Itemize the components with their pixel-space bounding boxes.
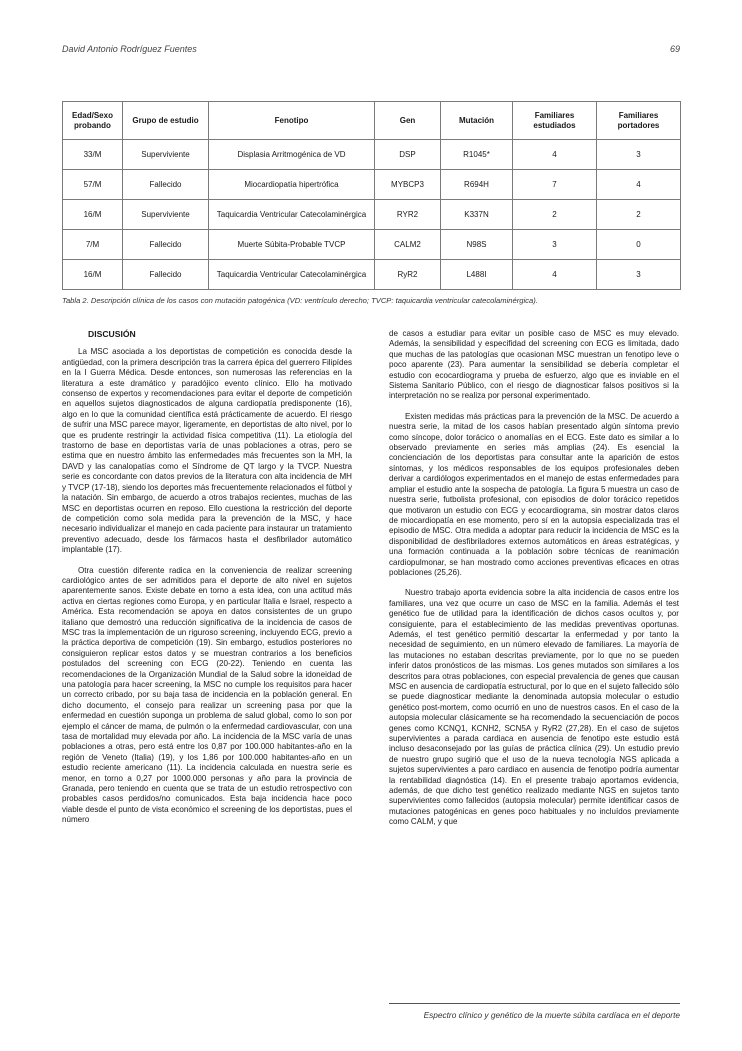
table-cell: 4 — [513, 140, 597, 170]
table-cell: DSP — [375, 140, 441, 170]
table-header-cell: Gen — [375, 102, 441, 140]
table-cell: Fallecido — [123, 230, 209, 260]
table-cell: 3 — [513, 230, 597, 260]
table-cell: 7 — [513, 170, 597, 200]
paragraph: Otra cuestión diferente radica en la conveniencia de realizar screening cardiológico antes de ser admitidos para el deporte de alto nivel en sujetos aparentemente sanos. Existe debate en torno a esta idea, con una actitud más activa en ciertas regiones como Europa, y en particular Italia e Israel, respecto a América. Esta recomendación se apoya en datos consistentes de un grupo italiano que demostró una reducción significativa de la incidencia de casos de MSC tras la implementación de un riguroso screening, incluyendo ECG, previo a la práctica deportiva de competición (19). Sin embargo, estudios posteriores no consiguieron replicar estos datos y se muestran contrarios a los beneficios postulados del screening con ECG (20-22). Teniendo en cuenta las recomendaciones de la Organización Mundial de la Salud sobre la idoneidad de una patología para hacer screening, la MSC no cumple los requisitos para hacer un correcto cribado, por su baja tasa de incidencia en la población general. En dicho documento, el consejo para realizar un screening pasa por que la enfermedad en cuestión suponga un problema de salud global, como lo son por ejemplo el cáncer de mama, de pulmón o la enfermedad cardiovascular, con una tasa de mortalidad muy elevada por año. La incidencia de la MSC varía de unas poblaciones a otras, pero está entre los 0,87 por 100.000 habitantes-año en la región de Veneto (Italia) (19), y los 1,86 por 100.000 habitantes-año en un estudio reciente americano (11). La incidencia calculada en nuestra serie es menor, en torno a 0,27 por 1000.000 personas y año para la provincia de Granada, pero teniendo en cuenta que se trata de un estudio retrospectivo con probables casos perdidos/no comunicados. Esta baja incidencia hace poco viable desde el punto de vista económico el screening de los deportistas, pues el número — [62, 565, 352, 825]
footer-rule — [389, 1003, 680, 1004]
table-cell: Taquicardia Ventricular Catecolaminérgica — [209, 200, 375, 230]
table-header-row — [63, 102, 681, 140]
table-row — [63, 260, 681, 290]
table-cell: Superviviente — [123, 140, 209, 170]
table-header-cell: Familiares portadores — [597, 102, 681, 140]
paragraph: de casos a estudiar para evitar un posible caso de MSC es muy elevado. Además, la sensibilidad y especifidad del screening con ECG es limitada, dado que muchas de las patologías que ocasionan MSC muestran un fenotipo leve o poco aparente (23). Para aumentar la sensibilidad se debería completar el estudio con ecocardiograma y prueba de esfuerzo, algo que es inviable en el Sistema Sanitario Público, con el riesgo de diagnosticar falsos positivos si la interpretación no se realiza por personal experimentado. — [389, 329, 679, 401]
table-cell: 4 — [597, 170, 681, 200]
table-cell: K337N — [441, 200, 513, 230]
table-cell: RYR2 — [375, 200, 441, 230]
table-header-cell: Fenotipo — [209, 102, 375, 140]
table-cell: 3 — [597, 260, 681, 290]
running-header — [62, 44, 680, 58]
paragraph: Existen medidas más prácticas para la prevención de la MSC. De acuerdo a nuestra serie, la mitad de los casos habían presentado algún síntoma previo como síncope, dolor torácico o anomalías en el ECG. Este dato es similar a lo observado previamente en series más amplias (24). Es esencial la concienciación de los deportistas para consultar ante la aparición de estos síntomas, y los médicos responsables de los equipos profesionales deben derivar a cardiólogos experimentados en el manejo de estas enfermedades para ampliar el estudio ante la sospecha de patología. La figura 5 muestra un caso de nuestra serie, futbolista profesional, con episodios de dolor torácico repetidos que motivaron un estudio con ECG y ecocardiograma, sin mostrar datos claros de miocardiopatía en ese momento, pero sí en la autopsia especializada tras el episodio de MSC. Otra medida a adoptar para reducir la incidencia de MSC es la disponibilidad de desfibriladores externos automáticos en áreas estratégicas, y una formación continuada a la población sobre técnicas de reanimación cardiopulmonar, se han mostrado como acciones preventivas eficaces en otras poblaciones (25,26). — [389, 411, 679, 577]
table-cell: Superviviente — [123, 200, 209, 230]
table-cell: Displasia Arritmogénica de VD — [209, 140, 375, 170]
table-row — [63, 140, 681, 170]
table-cell: R1045* — [441, 140, 513, 170]
table-cell: 3 — [597, 140, 681, 170]
table-cell: 16/M — [63, 260, 123, 290]
table-row — [63, 200, 681, 230]
table-cell: 4 — [513, 260, 597, 290]
table-row — [63, 230, 681, 260]
mutation-table — [62, 101, 681, 290]
table-cell: Muerte Súbita-Probable TVCP — [209, 230, 375, 260]
table-header-cell: Familiares estudiados — [513, 102, 597, 140]
table-cell: CALM2 — [375, 230, 441, 260]
table-cell: Fallecido — [123, 170, 209, 200]
table-cell: N98S — [441, 230, 513, 260]
table-cell: MYBCP3 — [375, 170, 441, 200]
table-header-cell: Mutación — [441, 102, 513, 140]
table-cell: Fallecido — [123, 260, 209, 290]
header-author: David Antonio Rodríguez Fuentes — [62, 44, 197, 54]
right-column — [389, 329, 679, 828]
paragraph: Nuestro trabajo aporta evidencia sobre la alta incidencia de casos entre los familiares, una vez que ocurre un caso de MSC en la familia. Además el test genético fue de utilidad para la identificación de dichos casos ocultos y, por consiguiente, para el establecimiento de las medidas preventivas oportunas. Además, el test genético permitió descartar la enfermedad y por tanto la necesidad de seguimiento, en un número elevado de familiares. La mayoría de las mutaciones no estaban descritas previamente, por lo que no se pueden inferir datos pronósticos de las mismas. Los genes mutados son similares a los descritos para otras poblaciones, con especial prevalencia de genes que causan MSC en ausencia de cardiopatía estructural, por lo que en el sujeto fallecido sólo se puede diagnosticar mediante la denominada autopsia molecular o estudio genético post-mortem, como ocurrió en uno de nuestros casos. En el caso de la autopsia molecular clásicamente se ha recomendado la secuenciación de pocos genes como KCNQ1, KCNH2, SCN5A y RyR2 (27,28). En el caso de sujetos supervivientes a parada cardiaca en ausencia de fenotipo este estudio está incluso desaconsejado por las guías de práctica clínica (29). Un estudio previo de nuestro grupo sugirió que el uso de la nueva tecnología NGS aplicada a sujetos supervivientes a paro cardiaco en ausencia de fenotipo podría aumentar la rentabilidad diagnóstica (14). En el presente trabajo aportamos evidencia, además, de que dicho test genético realizado mediante NGS en sujetos tanto supervivientes como fallecidos (autopsia molecular) permite identificar casos de mutaciones patogénicas en genes poco habituales y no incluídos previamente como CALM, y que — [389, 588, 679, 827]
table-cell: RyR2 — [375, 260, 441, 290]
table-header-cell: Grupo de estudio — [123, 102, 209, 140]
page-number: 69 — [669, 44, 680, 54]
table-cell: R694H — [441, 170, 513, 200]
table-cell: L488I — [441, 260, 513, 290]
table-caption: Tabla 2. Descripción clínica de los casos con mutación patogénica (VD: ventrículo derecho; TVCP: taquicardia ventricular catecolaminérgica). — [62, 296, 538, 305]
table-cell: 2 — [597, 200, 681, 230]
table-cell: 33/M — [63, 140, 123, 170]
table-cell: Taquicardia Ventricular Catecolaminérgica — [209, 260, 375, 290]
paragraph: La MSC asociada a los deportistas de competición es conocida desde la antigüedad, con la primera descripción tras la carrera épica del guerrero Filipídes en la I Guerra Médica. Desde entonces, son numerosas las referencias en la literatura a este dramático y paradójico evento clínico. Ello ha motivado consenso de expertos y recomendaciones para evitar el deporte de competición en aquellos sujetos diagnosticados de alguna cardiopatía predisponente (16), algo en lo que la comunidad científica está prácticamente de acuerdo. El riesgo de sufrir una MSC parece mayor, ligeramente, en deportistas de alto nivel, por lo que es prudente restringir la actividad física competitiva (11). La etiología del trastorno de base en deportistas varía de unas poblaciones a otras, pero se estima que en nuestro ámbito las enfermedades más frecuentes son la MH, la DAVD y las canalopatías como el Síndrome de QT largo y la TVCP. Nuestra serie es concordante con datos previos de la literatura con alta incidencia de MH y TVCP (17-18), siendo los deportes más frecuentemente relacionados el fútbol y la natación. Sin embargo, de acuerdo a otros trabajos recientes, muchas de las MSC en deportistas ocurren en reposo. Ello cuestiona la restricción del deporte de competición como sola medida para la prevención de la MSC, y hace necesario individualizar el manejo en cada paciente para instaurar un tratamiento preventivo adecuado, desde los fármacos hasta el desfibrilador automático implantable (17). — [62, 347, 352, 555]
table-cell: 16/M — [63, 200, 123, 230]
left-column — [62, 329, 352, 826]
table-row — [63, 170, 681, 200]
running-footer: Espectro clínico y genético de la muerte súbita cardíaca en el deporte — [423, 1010, 680, 1020]
table-cell: 7/M — [63, 230, 123, 260]
section-title: DISCUSIÓN — [88, 329, 136, 339]
table-cell: 2 — [513, 200, 597, 230]
table-cell: Miocardiopatía hipertrófica — [209, 170, 375, 200]
table-header-cell: Edad/Sexo probando — [63, 102, 123, 140]
table-cell: 0 — [597, 230, 681, 260]
table-cell: 57/M — [63, 170, 123, 200]
